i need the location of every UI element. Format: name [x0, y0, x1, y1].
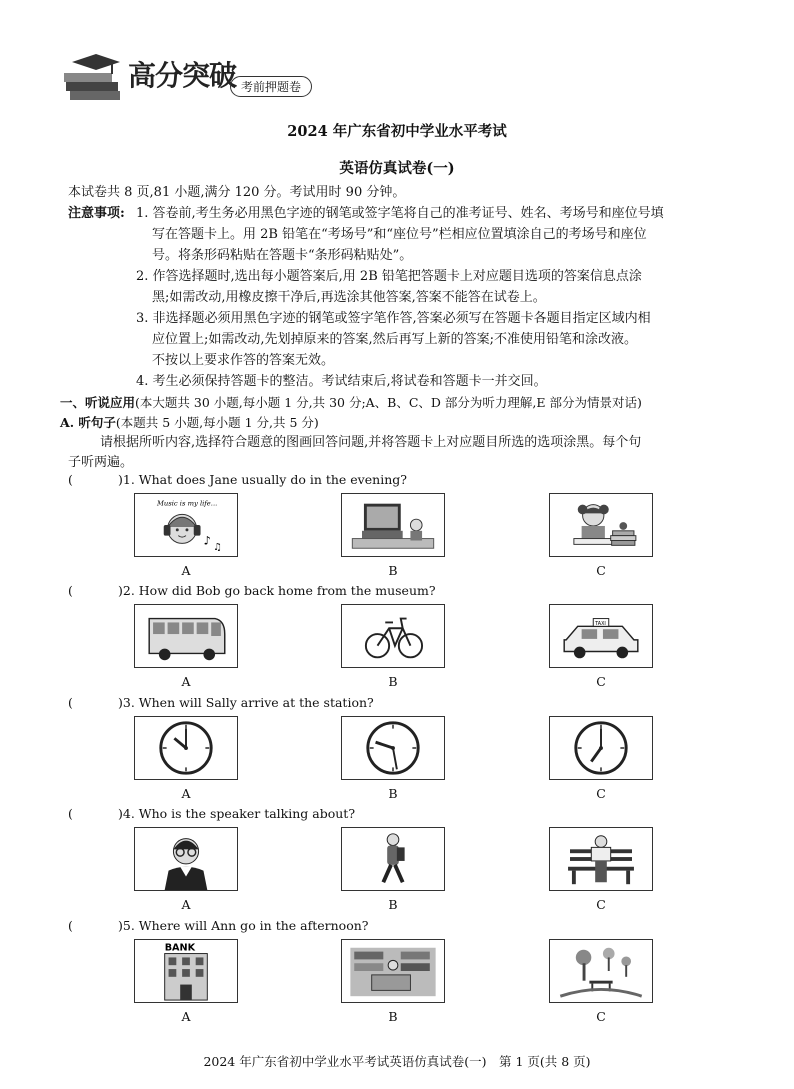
answer-blank[interactable]: ( [68, 918, 73, 933]
clock-icon [342, 717, 444, 779]
section-title: 一、听说应用 [60, 395, 136, 410]
option-b-image[interactable] [341, 939, 445, 1003]
note-line: 号。将条形码粘贴在答题卡“条形码粘贴处”。 [152, 248, 413, 263]
part-note: (本题共 5 小题,每小题 1 分,共 5 分) [115, 415, 319, 430]
option-b-image[interactable] [341, 604, 445, 668]
bank-sign: BANK [164, 942, 196, 954]
part-title: A. 听句子 [60, 415, 116, 430]
note-line: 1. 答卷前,考生务必用黑色字迹的钢笔或签字笔将自己的准考证号、姓名、考场号和座位号填 [136, 206, 664, 221]
intro-text: 本试卷共 8 页,81 小题,满分 120 分。考试用时 90 分钟。 [68, 185, 406, 200]
section-note: (本大题共 30 小题,每小题 1 分,共 30 分;A、B、C、D 部分为听力理解,E 部分为情景对话) [135, 395, 642, 410]
taxi-sign: TAXI [595, 621, 606, 627]
question-text: )3. When will Sally arrive at the station? [118, 695, 374, 710]
clock-icon [135, 717, 237, 779]
note-line: 4. 考生必须保持答题卡的整洁。考试结束后,将试卷和答题卡一并交回。 [136, 374, 547, 389]
question-text: )1. What does Jane usually do in the evening? [118, 472, 407, 487]
option-label-b: B [388, 1009, 398, 1024]
note-line: 应位置上;如需改动,先划掉原来的答案,然后再写上新的答案;不准使用铅笔和涂改液。 [152, 332, 638, 347]
option-label-b: B [388, 563, 398, 578]
option-b-image[interactable] [341, 493, 445, 557]
man-bench-icon [550, 828, 652, 890]
option-c-image[interactable] [549, 716, 653, 780]
question-2 [68, 583, 436, 598]
bus-icon [135, 605, 237, 667]
music-caption: Music is my life... [156, 499, 218, 508]
option-a-image[interactable] [134, 827, 238, 891]
instruction-line: 子听两遍。 [68, 455, 134, 470]
option-label-a: A [181, 1009, 191, 1024]
option-a-image[interactable] [134, 939, 238, 1003]
instruction-line: 请根据所听内容,选择符合题意的图画回答问题,并将答题卡上对应题目所选的选项涂黑。每个句 [100, 435, 642, 450]
brand-logo [62, 48, 362, 104]
option-a-image[interactable] [134, 493, 238, 557]
note-line: 不按以上要求作答的答案无效。 [152, 353, 335, 368]
note-line: 3. 非选择题必须用黑色字迹的钢笔或签字笔作答,答案必须写在答题卡各题目指定区域内相 [136, 311, 651, 326]
taxi-icon [550, 605, 652, 667]
question-3 [68, 695, 374, 710]
clock-icon [550, 717, 652, 779]
park-icon [550, 940, 652, 1002]
bicycle-icon [342, 605, 444, 667]
option-c-image[interactable] [549, 827, 653, 891]
option-label-a: A [181, 786, 191, 801]
note-line: 写在答题卡上。用 2B 铅笔在“考场号”和“座位号”栏相应位置填涂自己的考场号和座位 [152, 227, 647, 242]
option-c-image[interactable] [549, 939, 653, 1003]
option-label-c: C [596, 897, 606, 912]
option-label-a: A [181, 674, 191, 689]
option-label-a: A [181, 897, 191, 912]
question-4 [68, 806, 355, 821]
option-label-c: C [596, 674, 606, 689]
svg-text:♪: ♪ [203, 533, 211, 548]
supermarket-icon [342, 940, 444, 1002]
answer-blank[interactable]: ( [68, 695, 73, 710]
bank-building-icon [135, 940, 237, 1002]
question-text: )5. Where will Ann go in the afternoon? [118, 918, 369, 933]
question-1 [68, 472, 407, 487]
question-text: )2. How did Bob go back home from the museum? [118, 583, 436, 598]
option-label-c: C [596, 563, 606, 578]
option-label-b: B [388, 786, 398, 801]
note-line: 2. 作答选择题时,选出每小题答案后,用 2B 铅笔把答题卡上对应题目选项的答案信息点涂 [136, 269, 642, 284]
tv-kid-icon [342, 494, 444, 556]
svg-text:♫: ♫ [213, 542, 222, 554]
option-c-image[interactable] [549, 604, 653, 668]
girl-headphones-icon [135, 494, 237, 556]
note-line: 黑;如需改动,用橡皮擦干净后,再选涂其他答案,答案不能答在试卷上。 [152, 290, 546, 305]
badge: 考前押题卷 [230, 76, 312, 97]
option-b-image[interactable] [341, 827, 445, 891]
option-c-image[interactable] [549, 493, 653, 557]
option-label-a: A [181, 563, 191, 578]
option-label-c: C [596, 1009, 606, 1024]
books-cap-icon [62, 52, 124, 102]
brand-name: 高分突破 [128, 59, 237, 92]
girl-books-icon [550, 494, 652, 556]
answer-blank[interactable]: ( [68, 472, 73, 487]
boy-walking-icon [342, 828, 444, 890]
notes-label: 注意事项: [68, 206, 125, 221]
question-5 [68, 918, 368, 933]
answer-blank[interactable]: ( [68, 583, 73, 598]
option-b-image[interactable] [341, 716, 445, 780]
option-label-b: B [388, 674, 398, 689]
exam-subtitle: 英语仿真试卷(一) [339, 160, 455, 177]
option-label-b: B [388, 897, 398, 912]
option-a-image[interactable] [134, 716, 238, 780]
section-heading [60, 392, 642, 413]
part-heading [60, 412, 319, 433]
question-text: )4. Who is the speaker talking about? [118, 806, 356, 821]
exam-title: 2024 年广东省初中学业水平考试 [287, 123, 507, 140]
answer-blank[interactable]: ( [68, 806, 73, 821]
option-label-c: C [596, 786, 606, 801]
page-footer: 2024 年广东省初中学业水平考试英语仿真试卷(一) 第 1 页(共 8 页) [203, 1054, 591, 1069]
option-a-image[interactable] [134, 604, 238, 668]
boy-glasses-icon [135, 828, 237, 890]
